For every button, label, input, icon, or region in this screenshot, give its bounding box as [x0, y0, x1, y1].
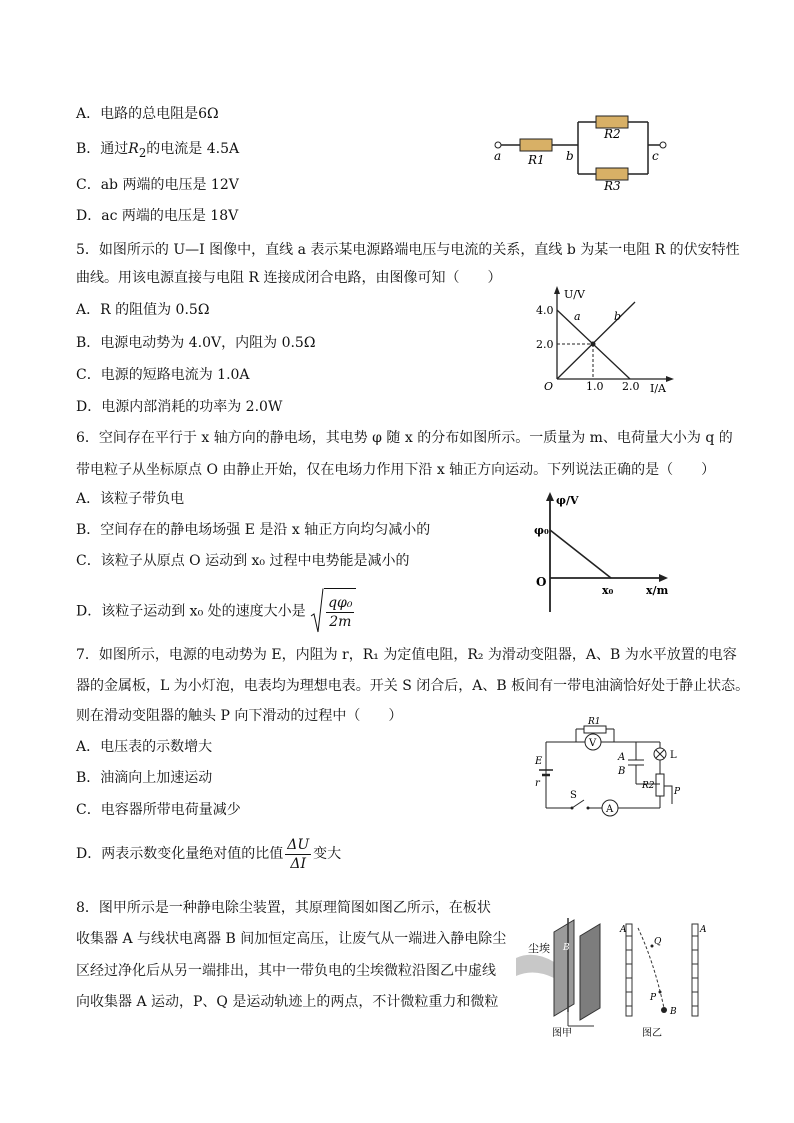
q8-fig-b-label: 图乙 [642, 1028, 662, 1037]
q4-label-b: b [566, 149, 574, 163]
q6-phi0-label: φ₀ [534, 524, 549, 537]
q6-option-d-text: D．该粒子运动到 x₀ 处的速度大小是 [76, 603, 306, 620]
q6-x0-label: x₀ [602, 584, 614, 597]
q5-x-tick-2: 2.0 [622, 380, 640, 393]
q7-label-r: r [535, 778, 540, 789]
q4-label-r2: R2 [604, 127, 621, 141]
q6-option-c: C．该粒子从原点 O 运动到 x₀ 过程中电势能是减小的 [76, 553, 410, 569]
q6-option-a: A．该粒子带负电 [76, 491, 185, 507]
q5-y-tick-4: 4.0 [536, 304, 554, 317]
q5-option-a: A．R 的阻值为 0.5Ω [76, 302, 210, 318]
q7-label-plate-b: B [618, 766, 626, 777]
q7-option-b: B．油滴向上加速运动 [76, 770, 213, 786]
q7-fraction-num: ΔU [287, 836, 310, 853]
q4-option-b [76, 139, 239, 163]
q8-fig-a-label: 图甲 [552, 1028, 572, 1037]
q4-option-d: D．ac 两端的电压是 18V [76, 208, 239, 224]
q6-sqrt-expression [310, 588, 356, 635]
q4-option-b-var: R [128, 141, 139, 157]
q5-stem-line2: 曲线。用该电源直接与电阻 R 连接成闭合电路，由图像可知（ ） [76, 270, 502, 286]
q4-label-a: a [494, 149, 502, 163]
q7-label-voltmeter: V [589, 738, 597, 749]
q8-stem-line3: 区经过净化后从另一端排出，其中一带负电的尘埃微粒沿图乙中虚线 [76, 963, 496, 979]
q5-ui-graph [530, 284, 680, 394]
q7-label-plate-a: A [618, 752, 626, 763]
q8-label-a-left: A [620, 925, 627, 935]
q6-fraction-num: qφ₀ [328, 594, 353, 611]
q7-option-d [76, 834, 341, 874]
q4-label-c: c [652, 149, 659, 163]
sqrt-sign-icon [310, 588, 324, 634]
q5-option-d: D．电源内部消耗的功率为 2.0W [76, 399, 283, 415]
q7-option-d-post: 变大 [313, 846, 342, 862]
q8-label-p: P [650, 993, 657, 1003]
q6-stem-line2: 带电粒子从坐标原点 O 由静止开始，仅在电场力作用下沿 x 轴正方向运动。下列说法正确的是（ ） [76, 462, 716, 478]
q7-fraction [285, 836, 311, 873]
q7-option-a: A．电压表的示数增大 [76, 739, 213, 755]
q5-line-a-label: a [574, 310, 581, 323]
q7-option-c: C．电容器所带电荷量减少 [76, 802, 241, 818]
q7-label-lamp: L [670, 750, 677, 761]
q4-option-b-post: 的电流是 4.5A [146, 141, 240, 157]
q5-y-axis-label: U/V [564, 288, 585, 301]
q6-option-b: B．空间存在的静电场场强 E 是沿 x 轴正方向均匀减小的 [76, 522, 431, 538]
q8-dust-label: 尘埃 [528, 942, 550, 955]
q7-option-d-text: D．两表示数变化量绝对值的比值 [76, 846, 284, 862]
q8-label-a-right: A [700, 925, 707, 935]
q7-fraction-den: ΔI [290, 855, 307, 872]
q4-option-a: A．电路的总电阻是6Ω [76, 106, 219, 122]
q4-label-r3: R3 [604, 179, 621, 192]
svg-text:B: B [563, 943, 570, 953]
q5-option-c: C．电源的短路电流为 1.0A [76, 367, 250, 383]
q7-label-ammeter: A [606, 804, 614, 815]
q6-y-axis-label: φ/V [556, 494, 579, 507]
q5-option-b: B．电源电动势为 4.0V，内阻为 0.5Ω [76, 335, 316, 351]
q8-stem-line4: 向收集器 A 运动，P、Q 是运动轨迹上的两点，不计微粒重力和微粒 [76, 994, 499, 1010]
q7-label-switch: S [570, 790, 577, 801]
q6-phi-x-graph [532, 490, 682, 620]
q7-circuit-diagram [532, 712, 692, 822]
q7-label-r1: R1 [588, 717, 601, 727]
q6-fraction [326, 594, 354, 631]
q7-stem-line3: 则在滑动变阻器的触头 P 向下滑动的过程中（ ） [76, 708, 403, 724]
q7-label-p: P [674, 787, 681, 797]
q7-stem-line2: 器的金属板，L 为小灯泡，电表均为理想电表。开关 S 闭合后，A、B 板间有一带电油滴恰好处于静止状态。 [76, 678, 750, 694]
q4-circuit-diagram [490, 112, 670, 192]
q8-stem-line2: 收集器 A 与线状电离器 B 间加恒定高压，让废气从一端进入静电除尘 [76, 931, 507, 947]
q5-x-tick-1: 1.0 [586, 380, 604, 393]
q6-origin: O [536, 575, 547, 589]
q6-fraction-den: 2m [329, 613, 352, 630]
q4-option-b-pre: B．通过 [76, 141, 129, 157]
q4-label-r1: R1 [528, 153, 545, 167]
q4-option-b-sub: 2 [138, 145, 147, 160]
q5-origin: O [544, 380, 554, 393]
q5-x-axis-label: I/A [650, 382, 666, 394]
q8-label-q: Q [654, 937, 662, 947]
q5-y-tick-2: 2.0 [536, 338, 554, 351]
q5-line-b-label: b [614, 310, 622, 323]
q4-option-c: C．ab 两端的电压是 12V [76, 177, 239, 193]
q8-label-b: B [670, 1007, 677, 1017]
q6-x-axis-label: x/m [646, 584, 669, 597]
q7-stem-line1: 7．如图所示，电源的电动势为 E，内阻为 r，R₁ 为定值电阻，R₂ 为滑动变阻器，A、B 为水平放置的电容 [76, 647, 737, 663]
q7-label-emf: E [535, 756, 543, 767]
q5-stem-line1: 5．如图所示的 U—I 图像中，直线 a 表示某电源路端电压与电流的关系，直线 b 为某一电阻 R 的伏安特性 [76, 242, 740, 258]
q6-stem-line1: 6．空间存在平行于 x 轴方向的静电场，其电势 φ 随 x 的分布如图所示。一质量为 m、电荷量大小为 q 的 [76, 430, 733, 446]
q6-option-d [76, 588, 356, 635]
q8-stem-line1: 8．图甲所示是一种静电除尘装置，其原理简图如图乙所示，在板状 [76, 900, 491, 916]
q8-precipitator-figure [514, 912, 714, 1037]
q7-label-r2: R2 [642, 781, 655, 791]
